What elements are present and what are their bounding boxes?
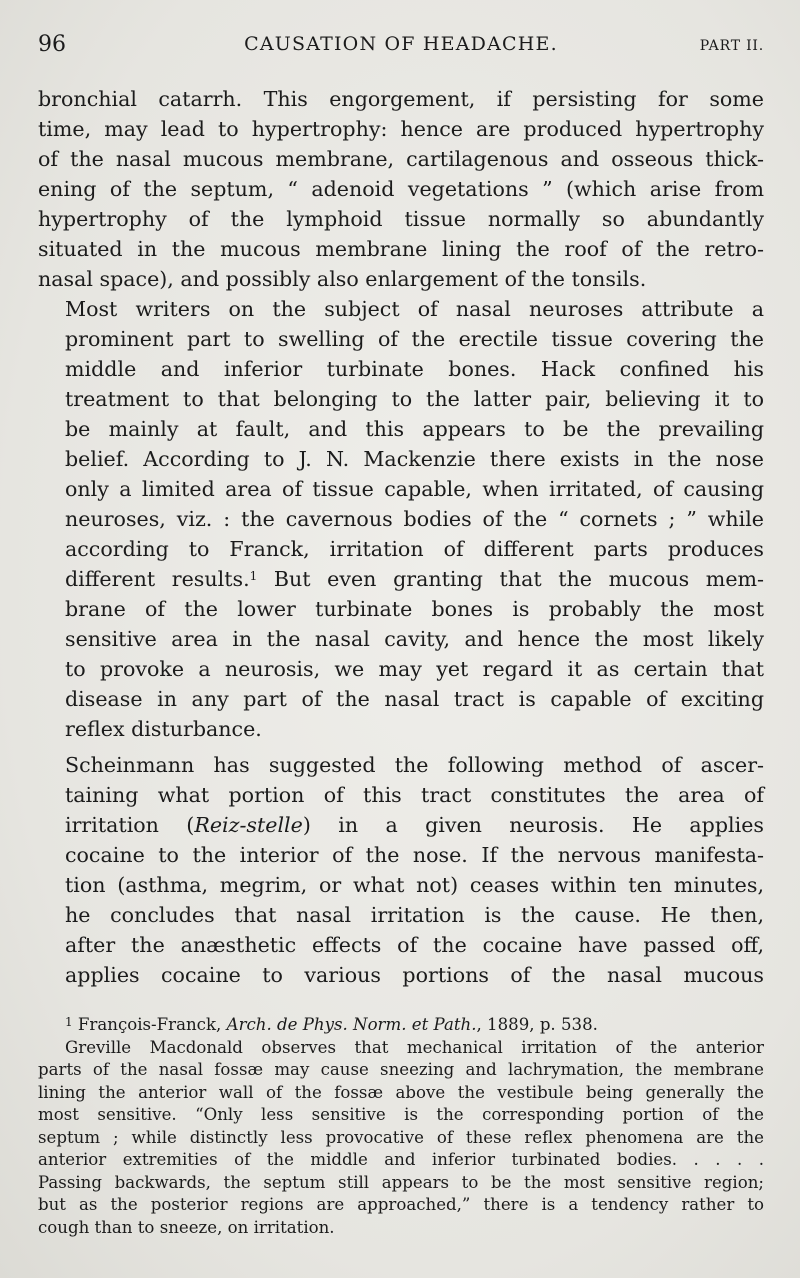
footnote-text-line: but as the posterior regions are approached,” there is a tendency rather to <box>38 1195 764 1214</box>
text-segment: different results. <box>65 567 250 591</box>
footnotes <box>38 1014 764 1239</box>
part-label: PART II. <box>699 38 764 54</box>
text-line: taining what portion of this tract constitutes the area of <box>65 783 764 807</box>
text-line: brane of the lower turbinate bones is probably the most <box>65 597 764 621</box>
text-line: he concludes that nasal irritation is the cause. He then, <box>65 903 764 927</box>
text-line: Most writers on the subject of nasal neuroses attribute a <box>65 297 764 321</box>
text-line: ening of the septum, “ adenoid vegetations ” (which arise from <box>38 177 764 201</box>
paragraph-1 <box>38 84 764 294</box>
footnote-citation: , 1889, p. 538. <box>476 1015 598 1034</box>
text-line: hypertrophy of the lymphoid tissue normally so abundantly <box>38 207 764 231</box>
footnote-text-line: Passing backwards, the septum still appears to be the most sensitive region; <box>38 1172 764 1192</box>
text-line: disease in any part of the nasal tract is capable of exciting <box>65 687 764 711</box>
body-text <box>38 84 764 990</box>
text-line: treatment to that belonging to the latter pair, believing it to <box>65 387 764 411</box>
text-line: only a limited area of tissue capable, when irritated, of causing <box>65 477 764 501</box>
text-line: prominent part to swelling of the erectile tissue covering the <box>65 327 764 351</box>
journal-title: Arch. de Phys. Norm. et Path. <box>226 1015 477 1034</box>
text-line: nasal space), and possibly also enlargement of the tonsils. <box>38 267 647 291</box>
text-line: situated in the mucous membrane lining the roof of the retro- <box>38 237 764 261</box>
text-line: according to Franck, irritation of different parts produces <box>65 537 764 561</box>
text-line: neuroses, viz. : the cavernous bodies of the “ cornets ; ” while <box>65 507 764 531</box>
paragraph-3 <box>38 750 764 990</box>
footnote-text-line: septum ; while distinctly less provocative of these reflex phenomena are the <box>38 1127 764 1147</box>
text-line: reflex disturbance. <box>65 717 262 741</box>
page-header <box>38 30 764 64</box>
text-line: after the anæsthetic effects of the cocaine have passed off, <box>65 933 764 957</box>
footnote-text-line: most sensitive. “Only less sensitive is the corresponding portion of the <box>38 1105 764 1124</box>
text-line: time, may lead to hypertrophy: hence are produced hypertrophy <box>38 117 764 141</box>
footnote-text-line: Greville Macdonald observes that mechanical irritation of the anterior <box>65 1037 764 1057</box>
text-line: tion (asthma, megrim, or what not) ceases within ten minutes, <box>65 873 764 897</box>
text-line: middle and inferior turbinate bones. Hack confined his <box>65 357 764 381</box>
footnote-marker: 1 <box>65 1015 73 1029</box>
footnote-text-line: lining the anterior wall of the fossæ above the vestibule being generally the <box>38 1082 764 1102</box>
text-line: Scheinmann has suggested the following method of ascer- <box>65 753 764 777</box>
footnote-text-line: cough than to sneeze, on irritation. <box>38 1217 335 1237</box>
text-line: of the nasal mucous membrane, cartilagenous and osseous thick- <box>38 147 764 171</box>
footnote-author: François-Franck, <box>72 1015 227 1034</box>
footnote-1 <box>38 1014 764 1037</box>
text-line: be mainly at fault, and this appears to be the prevailing <box>65 417 764 441</box>
text-line: applies cocaine to various portions of the nasal mucous <box>65 963 764 987</box>
page-number: 96 <box>38 32 66 57</box>
italic-term: Reiz-stelle <box>194 813 303 837</box>
text-segment: ) in a given neurosis. He applies <box>302 813 764 837</box>
footnote-reference: 1 <box>249 569 258 583</box>
footnote-text-line: parts of the nasal fossæ may cause sneezing and lachrymation, the membrane <box>38 1060 764 1079</box>
paragraph-2 <box>38 294 764 744</box>
text-line <box>38 564 764 594</box>
text-line: cocaine to the interior of the nose. If the nervous manifesta- <box>65 843 764 867</box>
text-segment: irritation ( <box>65 813 195 837</box>
running-title: CAUSATION OF HEADACHE. <box>244 33 558 55</box>
footnote-text-line: anterior extremities of the middle and inferior turbinated bodies. . . . . <box>38 1150 764 1169</box>
text-line: sensitive area in the nasal cavity, and hence the most likely <box>65 627 764 651</box>
text-line: belief. According to J. N. Mackenzie there exists in the nose <box>65 447 764 471</box>
text-line <box>38 810 764 840</box>
text-line: bronchial catarrh. This engorgement, if persisting for some <box>38 87 764 111</box>
text-line: to provoke a neurosis, we may yet regard it as certain that <box>65 657 764 681</box>
text-segment: But even granting that the mucous mem- <box>257 567 764 591</box>
